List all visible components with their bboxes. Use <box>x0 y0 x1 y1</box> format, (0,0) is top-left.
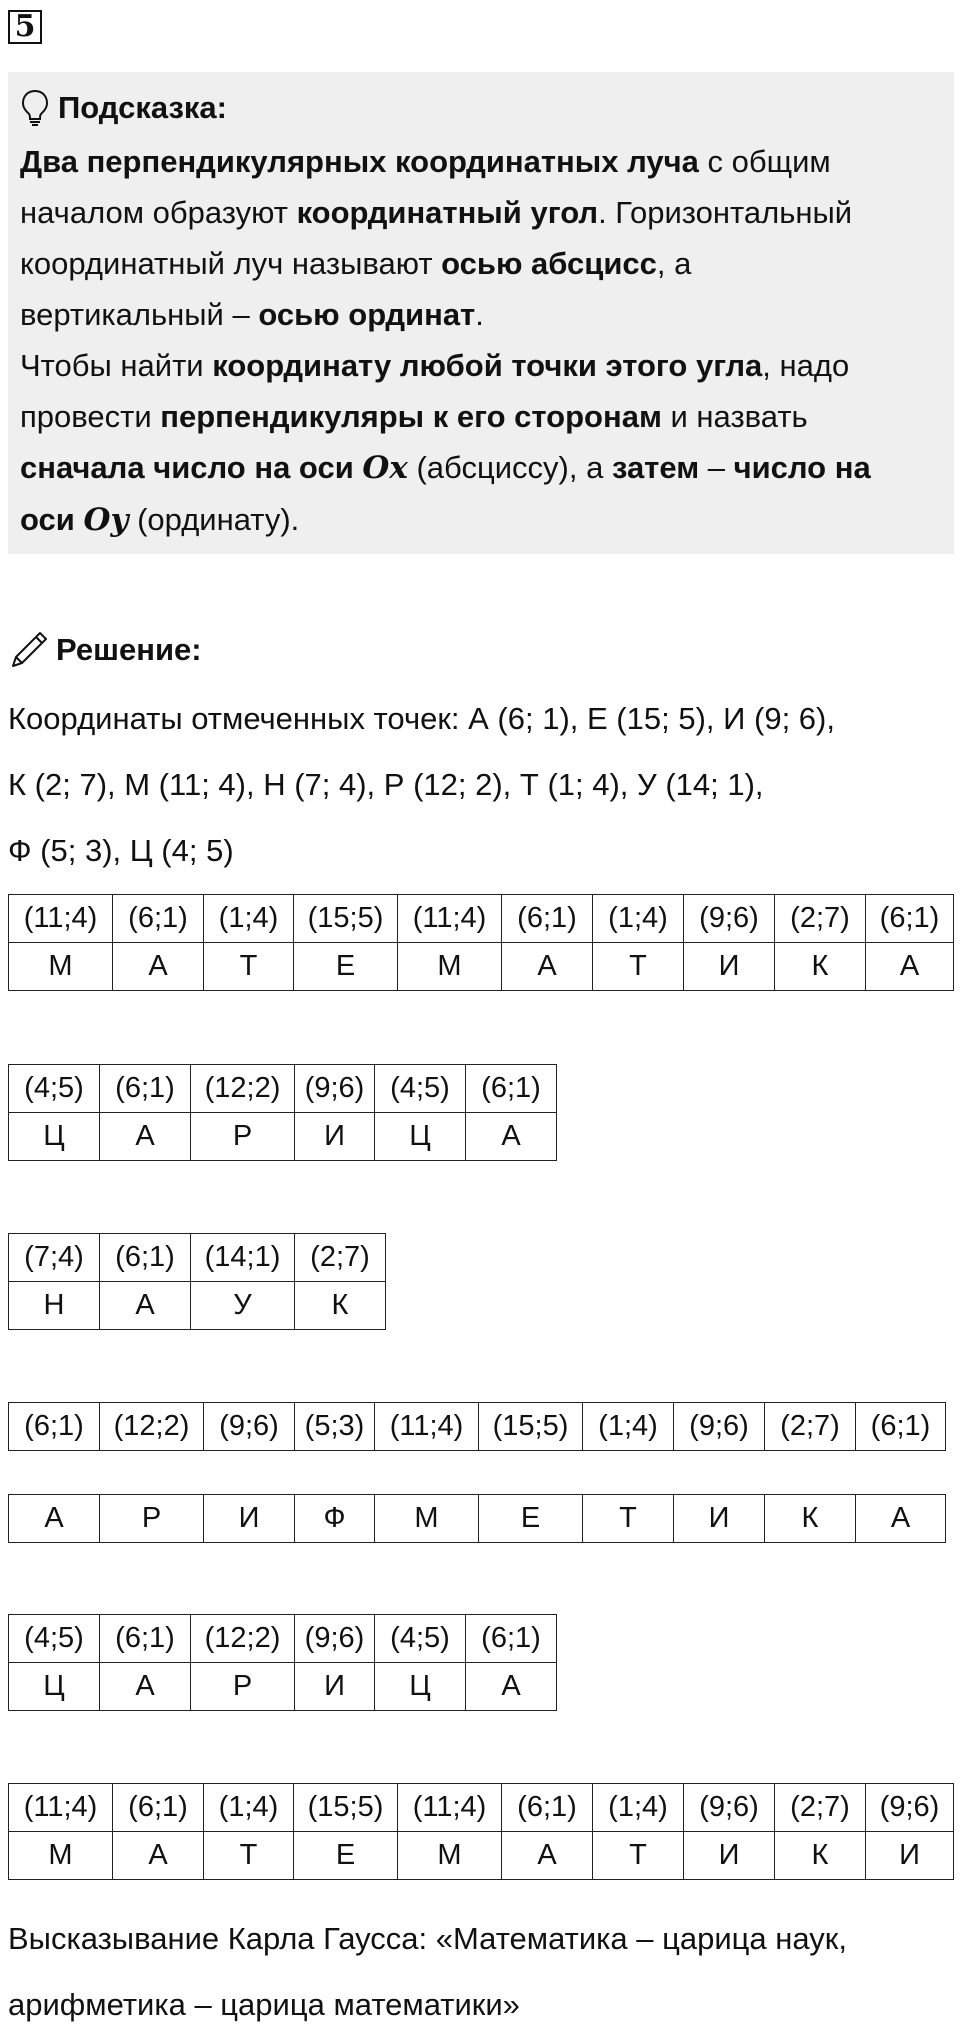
conclusion-text <box>8 1906 953 2038</box>
letter-cell: И <box>295 1663 375 1711</box>
letter-cell: Е <box>479 1495 583 1543</box>
letters-row <box>9 1663 557 1711</box>
coord-cell: (6;1) <box>100 1065 191 1113</box>
letter-cell: А <box>113 943 204 991</box>
conclusion-line: арифметика – царица математики» <box>8 1987 520 2022</box>
coord-cell: (6;1) <box>502 895 593 943</box>
math-symbol: Ox <box>362 450 408 486</box>
coords-row <box>9 1065 557 1113</box>
coord-cell: (11;4) <box>375 1403 479 1451</box>
hint-run: затем <box>611 450 700 485</box>
letter-cell: К <box>765 1495 856 1543</box>
letter-cell: Т <box>204 943 294 991</box>
coord-cell: (4;5) <box>375 1615 466 1663</box>
coord-cell: (15;5) <box>479 1403 583 1451</box>
hint-line <box>20 442 940 494</box>
coord-cell: (1;4) <box>204 1784 294 1832</box>
cipher-table <box>8 1614 557 1711</box>
letter-cell: И <box>684 943 775 991</box>
task-number: 5 <box>8 10 42 44</box>
letter-cell: А <box>466 1663 557 1711</box>
coord-cell: (9;6) <box>866 1784 954 1832</box>
letter-cell: Ц <box>9 1663 100 1711</box>
letter-cell: А <box>100 1663 191 1711</box>
coord-cell: (9;6) <box>204 1403 295 1451</box>
hint-run: координату любой точки этого угла <box>212 348 763 383</box>
coord-cell: (6;1) <box>113 1784 204 1832</box>
coord-cell: (9;6) <box>295 1615 375 1663</box>
letter-cell: А <box>100 1113 191 1161</box>
coord-cell: (6;1) <box>100 1615 191 1663</box>
coord-cell: (6;1) <box>466 1065 557 1113</box>
coord-cell: (11;4) <box>9 1784 113 1832</box>
hint-line <box>20 494 940 546</box>
letter-cell: А <box>856 1495 946 1543</box>
letter-cell: К <box>775 1832 866 1880</box>
letter-cell: А <box>502 943 593 991</box>
letter-cell: М <box>398 943 502 991</box>
coord-cell: (2;7) <box>775 895 866 943</box>
letter-cell: М <box>375 1495 479 1543</box>
coord-cell: (14;1) <box>191 1234 295 1282</box>
coordinates-line: Координаты отмеченных точек: А (6; 1), Е (15; 5), И (9; 6), <box>8 701 835 736</box>
letters-row <box>9 943 954 991</box>
coord-cell: (4;5) <box>9 1615 100 1663</box>
coord-cell: (6;1) <box>466 1615 557 1663</box>
letter-cell: А <box>9 1495 100 1543</box>
hint-title: Подсказка: <box>58 90 227 125</box>
coord-cell: (12;2) <box>191 1615 295 1663</box>
coord-cell: (2;7) <box>775 1784 866 1832</box>
hint-run: (абсциссу), а <box>407 450 612 485</box>
letter-cell: Т <box>204 1832 294 1880</box>
hint-run: , а <box>656 246 692 281</box>
coord-cell: (7;4) <box>9 1234 100 1282</box>
hint-run: Два перпендикулярных координатных луча <box>20 144 699 179</box>
coord-cell: (1;4) <box>593 895 684 943</box>
hint-run: координатный угол <box>296 195 599 230</box>
coord-cell: (9;6) <box>295 1065 375 1113</box>
hint-line <box>20 136 940 187</box>
coord-cell: (6;1) <box>100 1234 191 1282</box>
letter-cell: Ц <box>375 1113 466 1161</box>
letters-row <box>9 1113 557 1161</box>
hint-line <box>20 289 940 340</box>
coord-cell: (11;4) <box>398 895 502 943</box>
coord-cell: (2;7) <box>295 1234 386 1282</box>
cipher-table <box>8 1494 946 1543</box>
coord-cell: (6;1) <box>856 1403 946 1451</box>
letter-cell: М <box>398 1832 502 1880</box>
hint-header <box>20 82 940 134</box>
coord-cell: (4;5) <box>9 1065 100 1113</box>
letter-cell: К <box>295 1282 386 1330</box>
coords-row <box>9 895 954 943</box>
hint-run: и назвать <box>661 399 808 434</box>
letter-cell: М <box>9 943 113 991</box>
letters-row <box>9 1832 954 1880</box>
letters-row <box>9 1495 946 1543</box>
coord-cell: (15;5) <box>294 1784 398 1832</box>
lightbulb-icon <box>20 89 50 127</box>
hint-run: координатный луч называют <box>20 246 442 281</box>
letter-cell: Н <box>9 1282 100 1330</box>
coordinates-line: Ф (5; 3), Ц (4; 5) <box>8 833 234 868</box>
hint-box <box>8 72 954 554</box>
coord-cell: (12;2) <box>100 1403 204 1451</box>
hint-run: сначала число на оси <box>20 450 363 485</box>
letter-cell: Р <box>100 1495 204 1543</box>
letter-cell: Е <box>294 943 398 991</box>
cipher-table <box>8 1402 946 1451</box>
conclusion-line: Высказывание Карла Гаусса: «Математика – царица наук, <box>8 1921 847 1956</box>
coord-cell: (9;6) <box>684 895 775 943</box>
letter-cell: И <box>866 1832 954 1880</box>
hint-run: перпендикуляры к его сторонам <box>160 399 662 434</box>
coord-cell: (11;4) <box>398 1784 502 1832</box>
coord-cell: (9;6) <box>684 1784 775 1832</box>
math-symbol: Oy <box>83 502 129 538</box>
hint-run: (ординату). <box>128 502 300 537</box>
coord-cell: (6;1) <box>113 895 204 943</box>
letter-cell: Е <box>294 1832 398 1880</box>
letter-cell: А <box>866 943 954 991</box>
coord-cell: (6;1) <box>502 1784 593 1832</box>
hint-line <box>20 340 940 391</box>
coord-cell: (5;3) <box>295 1403 375 1451</box>
letter-cell: Р <box>191 1663 295 1711</box>
letter-cell: М <box>9 1832 113 1880</box>
letter-cell: Ф <box>295 1495 375 1543</box>
hint-run: , надо <box>762 348 850 383</box>
coord-cell: (6;1) <box>866 895 954 943</box>
coords-row <box>9 1615 557 1663</box>
hint-line <box>20 187 940 238</box>
coord-cell: (11;4) <box>9 895 113 943</box>
coord-cell: (4;5) <box>375 1065 466 1113</box>
cipher-table <box>8 894 954 991</box>
cipher-table <box>8 1783 954 1880</box>
coord-cell: (1;4) <box>593 1784 684 1832</box>
letter-cell: А <box>113 1832 204 1880</box>
letter-cell: И <box>684 1832 775 1880</box>
hint-line <box>20 238 940 289</box>
hint-run: осью ординат <box>258 297 476 332</box>
coords-row <box>9 1784 954 1832</box>
letter-cell: И <box>204 1495 295 1543</box>
letter-cell: Т <box>593 943 684 991</box>
coords-row <box>9 1403 946 1451</box>
coord-cell: (2;7) <box>765 1403 856 1451</box>
letter-cell: А <box>100 1282 191 1330</box>
hint-text <box>20 136 940 546</box>
hint-run: – <box>699 450 734 485</box>
coord-cell: (9;6) <box>674 1403 765 1451</box>
letter-cell: У <box>191 1282 295 1330</box>
hint-run: вертикальный – <box>20 297 259 332</box>
letter-cell: И <box>295 1113 375 1161</box>
letter-cell: Т <box>583 1495 674 1543</box>
coord-cell: (12;2) <box>191 1065 295 1113</box>
letter-cell: Т <box>593 1832 684 1880</box>
hint-run: оси <box>20 502 84 537</box>
solution-title: Решение: <box>56 632 202 667</box>
letters-row <box>9 1282 386 1330</box>
letter-cell: Р <box>191 1113 295 1161</box>
pencil-icon <box>8 629 50 671</box>
coord-cell: (1;4) <box>583 1403 674 1451</box>
letter-cell: А <box>466 1113 557 1161</box>
hint-run: число на <box>733 450 871 485</box>
hint-line <box>20 391 940 442</box>
solution-header <box>8 626 202 674</box>
hint-run: . Горизонтальный <box>598 195 853 230</box>
letter-cell: Ц <box>9 1113 100 1161</box>
coord-cell: (6;1) <box>9 1403 100 1451</box>
hint-run: . <box>475 297 484 332</box>
hint-run: осью абсцисс <box>441 246 657 281</box>
coord-cell: (1;4) <box>204 895 294 943</box>
coordinates-line: К (2; 7), М (11; 4), Н (7; 4), Р (12; 2), Т (1; 4), У (14; 1), <box>8 767 764 802</box>
coords-row <box>9 1234 386 1282</box>
hint-run: началом образуют <box>20 195 297 230</box>
cipher-table <box>8 1233 386 1330</box>
letter-cell: Ц <box>375 1663 466 1711</box>
cipher-table <box>8 1064 557 1161</box>
coordinates-text <box>8 686 953 884</box>
letter-cell: А <box>502 1832 593 1880</box>
hint-run: с общим <box>698 144 831 179</box>
coord-cell: (15;5) <box>294 895 398 943</box>
letter-cell: К <box>775 943 866 991</box>
letter-cell: И <box>674 1495 765 1543</box>
hint-run: Чтобы найти <box>20 348 213 383</box>
hint-run: провести <box>20 399 161 434</box>
